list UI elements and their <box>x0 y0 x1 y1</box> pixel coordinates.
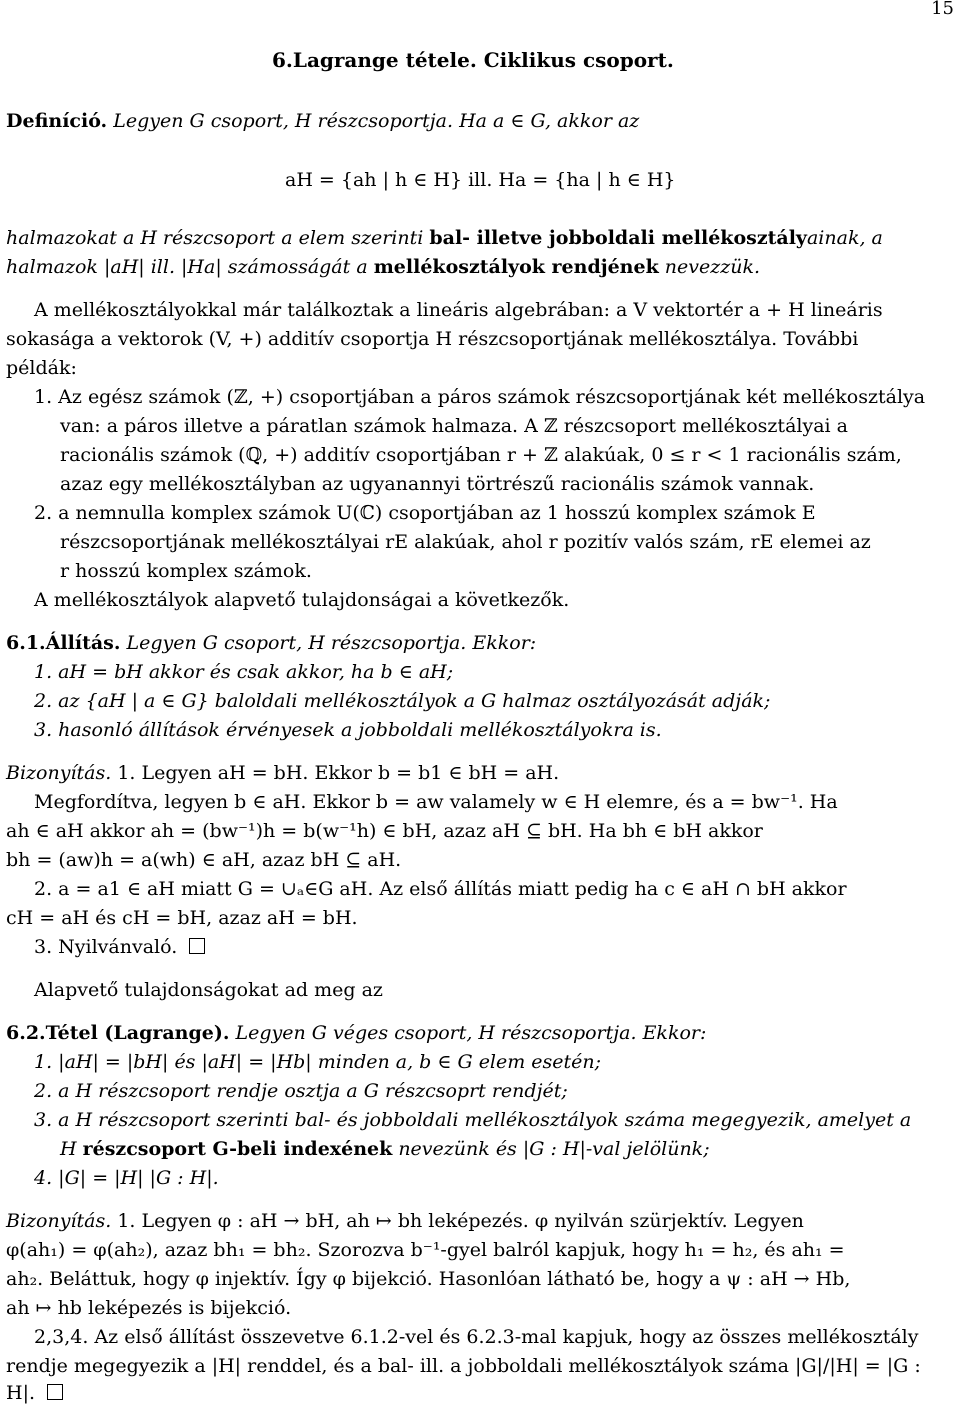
qed-square-icon <box>47 1384 63 1400</box>
claim-heading <box>6 631 536 655</box>
definition-line-3 <box>6 226 883 250</box>
claim-label: 6.1.Állítás. <box>6 632 121 654</box>
definition-intro: Legyen G csoport, H részcsoportja. Ha a ∈ G, akkor az <box>113 110 640 132</box>
proof-2-line-6: rendje megegyezik a |H| renddel, és a bal- ill. a jobboldali mellékosztályok száma |G|/|H| = |G : <box>6 1355 921 1377</box>
theorem-item3-text-a: H <box>60 1138 83 1160</box>
theorem-label: 6.2.Tétel (Lagrange). <box>6 1022 230 1044</box>
definition-line4-term: mellékosztályok rendjének <box>373 256 659 278</box>
section-title: 6.Lagrange tétele. Ciklikus csoport. <box>272 48 674 72</box>
example-2-line-2: részcsoportjának mellékosztályai rE alakúak, ahol r pozitív valós szám, rE elemei az <box>60 531 871 553</box>
definition-label: Definíció. <box>6 110 108 132</box>
proof-2-line-2: φ(ah₁) = φ(ah₂), azaz bh₁ = bh₂. Szorozva b⁻¹-gyel balról kapjuk, hogy h₁ = h₂, és ah₁ = <box>6 1239 845 1261</box>
example-1-line-1: 1. Az egész számok (ℤ, +) csoportjában a páros számok részcsoportjának két mellékosztálya <box>34 386 926 408</box>
definition-formula: aH = {ah | h ∈ H} ill. Ha = {ha | h ∈ H} <box>285 169 676 191</box>
proof-1-line-1 <box>6 761 559 785</box>
proof-2-line-3: ah₂. Beláttuk, hogy φ injektív. Így φ bijekció. Hasonlóan látható be, hogy a ψ : aH → Hb, <box>6 1268 851 1290</box>
theorem-item3-text-c: nevezünk és |G : H|-val jelölünk; <box>392 1138 710 1160</box>
examples-summary: A mellékosztályok alapvető tulajdonságai a következők. <box>34 589 570 611</box>
theorem-item-3-line-1: 3. a H részcsoport szerinti bal- és jobboldali mellékosztályok száma megegyezik, amelyet a <box>34 1109 912 1131</box>
theorem-item3-term: részcsoport G-beli indexének <box>82 1138 393 1160</box>
proof-1-text-7: 3. Nyilvánvaló. <box>34 936 178 958</box>
proof-1-line-3: ah ∈ aH akkor ah = (bw⁻¹)h = b(w⁻¹h) ∈ bH, azaz aH ⊆ bH. Ha bh ∈ bH akkor <box>6 820 763 842</box>
proof-1-line-7 <box>34 935 205 959</box>
definition-line3-text-a: halmazokat a H részcsoport a elem szerinti <box>6 227 430 249</box>
proof-2-line-7 <box>6 1381 63 1405</box>
proof-1-label: Bizonyítás. <box>6 762 112 784</box>
proof-2-line-5: 2,3,4. Az első állítást összevetve 6.1.2-vel és 6.2.3-mal kapjuk, hogy az összes mellékosztály <box>34 1326 919 1348</box>
example-2-line-3: r hosszú komplex számok. <box>60 560 312 582</box>
definition-line-4 <box>6 255 760 279</box>
examples-intro-2: sokasága a vektorok (V, +) additív csoportja H részcsoportjának mellékosztálya. További <box>6 328 859 350</box>
proof-2-label: Bizonyítás. <box>6 1210 112 1232</box>
proof-2-line-4: ah ↦ hb leképezés is bijekció. <box>6 1297 292 1319</box>
proof-2-text-1: 1. Legyen φ : aH → bH, ah ↦ bh leképezés. φ nyilván szürjektív. Legyen <box>111 1210 804 1232</box>
page-number: 15 <box>931 0 954 19</box>
definition-line4-text-a: halmazok |aH| ill. |Ha| számosságát a <box>6 256 374 278</box>
examples-intro-1: A mellékosztályokkal már találkoztak a lineáris algebrában: a V vektortér a + H lineáris <box>34 299 883 321</box>
example-1-line-2: van: a páros illetve a páratlan számok halmaza. A ℤ részcsoport mellékosztályai a <box>60 415 848 437</box>
proof-1-text-1: 1. Legyen aH = bH. Ekkor b = b1 ∈ bH = aH. <box>111 762 560 784</box>
theorem-heading <box>6 1021 706 1045</box>
proof-2-text-7: H|. <box>6 1382 36 1404</box>
theorem-intro: Legyen G véges csoport, H részcsoportja. Ekkor: <box>229 1022 707 1044</box>
claim-intro: Legyen G csoport, H részcsoportja. Ekkor: <box>120 632 537 654</box>
theorem-item-3-line-2 <box>60 1137 710 1161</box>
proof-2-line-1 <box>6 1209 804 1233</box>
example-1-line-4: azaz egy mellékosztályban az ugyanannyi törtrészű racionális számok vannak. <box>60 473 815 495</box>
definition-line-1 <box>6 109 639 133</box>
definition-line3-text-c: ainak, a <box>806 227 883 249</box>
claim-item-2: 2. az {aH | a ∈ G} baloldali mellékosztályok a G halmaz osztályozását adják; <box>34 690 771 712</box>
examples-intro-3: példák: <box>6 357 77 379</box>
example-2-line-1: 2. a nemnulla komplex számok U(ℂ) csoportjában az 1 hosszú komplex számok E <box>34 502 816 524</box>
proof-1-line-2: Megfordítva, legyen b ∈ aH. Ekkor b = aw valamely w ∈ H elemre, és a = bw⁻¹. Ha <box>34 791 838 813</box>
proof-1-line-4: bh = (aw)h = a(wh) ∈ aH, azaz bH ⊆ aH. <box>6 849 402 871</box>
qed-square-icon <box>189 938 205 954</box>
claim-item-1: 1. aH = bH akkor és csak akkor, ha b ∈ aH; <box>34 661 454 683</box>
theorem-item-1: 1. |aH| = |bH| és |aH| = |Hb| minden a, b ∈ G elem esetén; <box>34 1051 602 1073</box>
proof-1-line-6: cH = aH és cH = bH, azaz aH = bH. <box>6 907 358 929</box>
proof-1-line-5: 2. a = a1 ∈ aH miatt G = ∪ₐ∈G aH. Az első állítás miatt pedig ha c ∈ aH ∩ bH akkor <box>34 878 847 900</box>
theorem-item-2: 2. a H részcsoport rendje osztja a G részcsoprt rendjét; <box>34 1080 568 1102</box>
definition-line3-term: bal- illetve jobboldali mellékosztály <box>429 227 807 249</box>
claim-item-3: 3. hasonló állítások érvényesek a jobboldali mellékosztályokra is. <box>34 719 662 741</box>
definition-line4-text-c: nevezzük. <box>658 256 761 278</box>
transition-text: Alapvető tulajdonságokat ad meg az <box>34 979 383 1001</box>
theorem-item-4: 4. |G| = |H| |G : H|. <box>34 1167 219 1189</box>
example-1-line-3: racionális számok (ℚ, +) additív csoportjában r + ℤ alakúak, 0 ≤ r < 1 racionális szám, <box>60 444 902 466</box>
